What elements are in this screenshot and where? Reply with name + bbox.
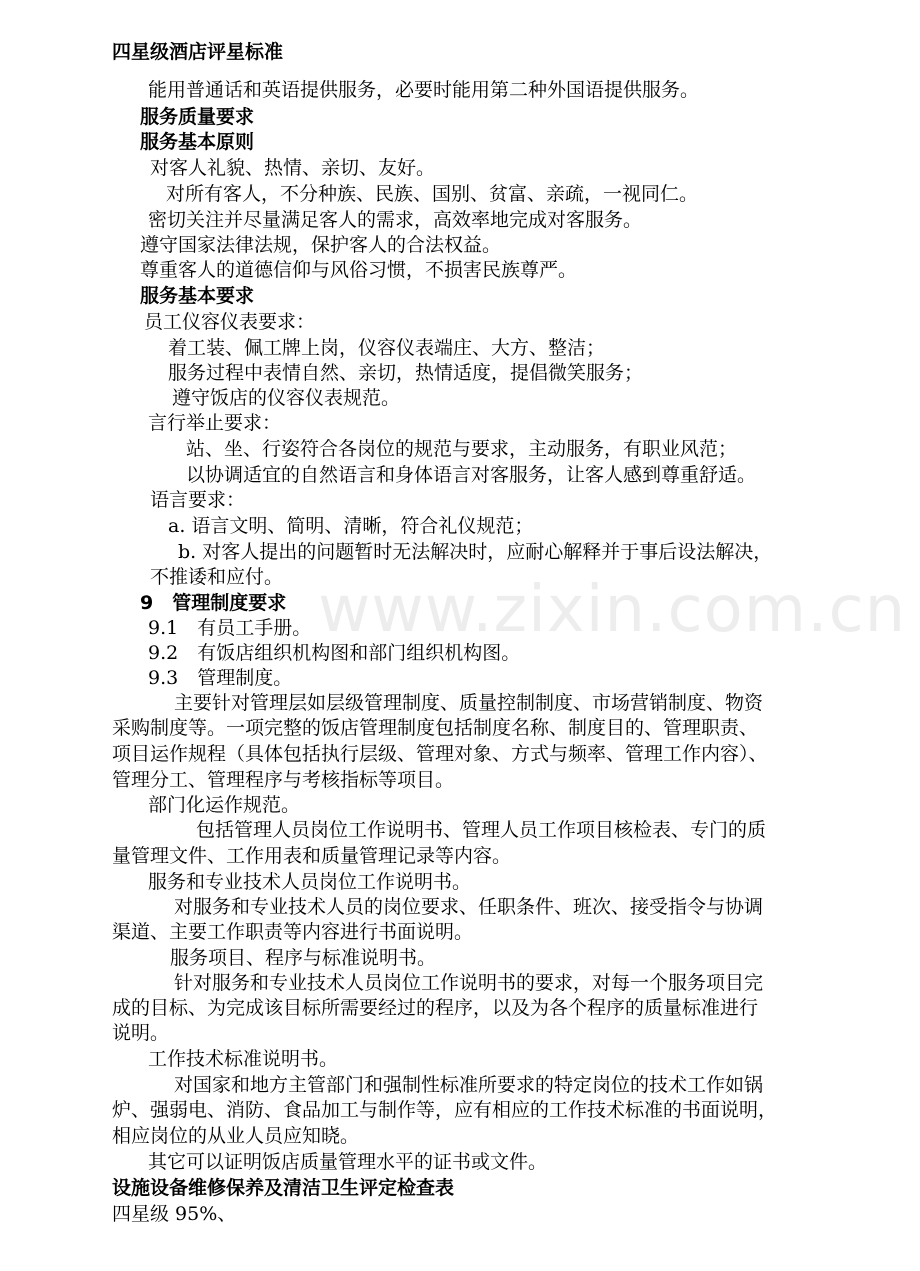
text-line: 以协调适宜的自然语言和身体语言对客服务，让客人感到尊重舒适。 xyxy=(186,464,757,486)
text-line: 针对服务和专业技术人员岗位工作说明书的要求，对每一个服务项目完 xyxy=(174,972,764,994)
text-line: 成的目标、为完成该目标所需要经过的程序，以及为各个程序的质量标准进行 xyxy=(112,997,759,1019)
section-heading: 9 管理制度要求 xyxy=(140,592,287,614)
text-line: 炉、强弱电、消防、食品加工与制作等，应有相应的工作技术标准的书面说明， xyxy=(112,1099,778,1121)
text-line: 遵守国家法律法规，保护客人的合法权益。 xyxy=(140,234,502,256)
text-line: 语言要求： xyxy=(150,489,246,511)
text-line: 不推诿和应付。 xyxy=(150,566,284,588)
text-line: 包括管理人员岗位工作说明书、管理人员工作项目核检表、专门的质 xyxy=(196,819,767,841)
text-line: 能用普通话和英语提供服务，必要时能用第二种外国语提供服务。 xyxy=(148,79,700,101)
text-line: b. 对客人提出的问题暂时无法解决时，应耐心解释并于事后设法解决， xyxy=(178,541,773,563)
text-line: 服务和专业技术人员岗位工作说明书。 xyxy=(148,871,472,893)
text-line: 管理分工、管理程序与考核指标等项目。 xyxy=(112,769,455,791)
text-line: 说明。 xyxy=(112,1022,170,1044)
document-title: 四星级酒店评星标准 xyxy=(112,41,284,63)
text-line: 采购制度等。一项完整的饭店管理制度包括制度名称、制度目的、管理职责、 xyxy=(112,717,759,739)
text-line: 服务项目、程序与标准说明书。 xyxy=(170,947,437,969)
text-line: 项目运作规程（具体包括执行层级、管理对象、方式与频率、管理工作内容）、 xyxy=(112,743,768,765)
text-line: 对服务和专业技术人员的岗位要求、任职条件、班次、接受指令与协调 xyxy=(174,896,764,918)
text-line: 相应岗位的从业人员应知晓。 xyxy=(112,1125,360,1147)
watermark: www.zixin.com.cn xyxy=(318,573,907,647)
text-line: 密切关注并尽量满足客人的需求，高效率地完成对客服务。 xyxy=(148,209,643,231)
text-line: 对客人礼貌、热情、亲切、友好。 xyxy=(150,157,436,179)
text-line: 服务过程中表情自然、亲切，热情适度，提倡微笑服务； xyxy=(168,362,644,384)
text-line: 量管理文件、工作用表和质量管理记录等内容。 xyxy=(112,845,512,867)
text-line: 其它可以证明饭店质量管理水平的证书或文件。 xyxy=(148,1151,548,1173)
text-line: 言行举止要求： xyxy=(148,412,282,434)
text-line: 部门化运作规范。 xyxy=(148,794,301,816)
text-line: 尊重客人的道德信仰与风俗习惯，不损害民族尊严。 xyxy=(140,259,578,281)
text-line: 9.3 管理制度。 xyxy=(148,667,293,689)
text-line: 员工仪容仪表要求： xyxy=(144,311,316,333)
section-heading: 服务基本原则 xyxy=(140,131,255,153)
text-line: 四星级 95%、 xyxy=(112,1203,237,1225)
text-line: 对所有客人，不分种族、民族、国别、贫富、亲疏，一视同仁。 xyxy=(166,183,699,205)
text-line: 工作技术标准说明书。 xyxy=(148,1048,339,1070)
text-line: 对国家和地方主管部门和强制性标准所要求的特定岗位的技术工作如锅 xyxy=(174,1074,764,1096)
text-line: 主要针对管理层如层级管理制度、质量控制制度、市场营销制度、物资 xyxy=(174,692,764,714)
section-heading: 服务质量要求 xyxy=(140,106,255,128)
text-line: 9.1 有员工手册。 xyxy=(148,617,312,639)
text-line: 遵守饭店的仪容仪表规范。 xyxy=(172,387,401,409)
text-line: 渠道、主要工作职责等内容进行书面说明。 xyxy=(112,921,474,943)
text-line: 9.2 有饭店组织机构图和部门组织机构图。 xyxy=(148,642,521,664)
text-line: a. 语言文明、简明、清晰，符合礼仪规范； xyxy=(168,515,534,537)
text-line: 着工装、佩工牌上岗，仪容仪表端庄、大方、整洁； xyxy=(168,337,606,359)
text-line: 站、坐、行姿符合各岗位的规范与要求，主动服务，有职业风范； xyxy=(186,438,738,460)
section-heading: 服务基本要求 xyxy=(140,285,255,307)
section-heading: 设施设备维修保养及清洁卫生评定检查表 xyxy=(112,1177,455,1199)
